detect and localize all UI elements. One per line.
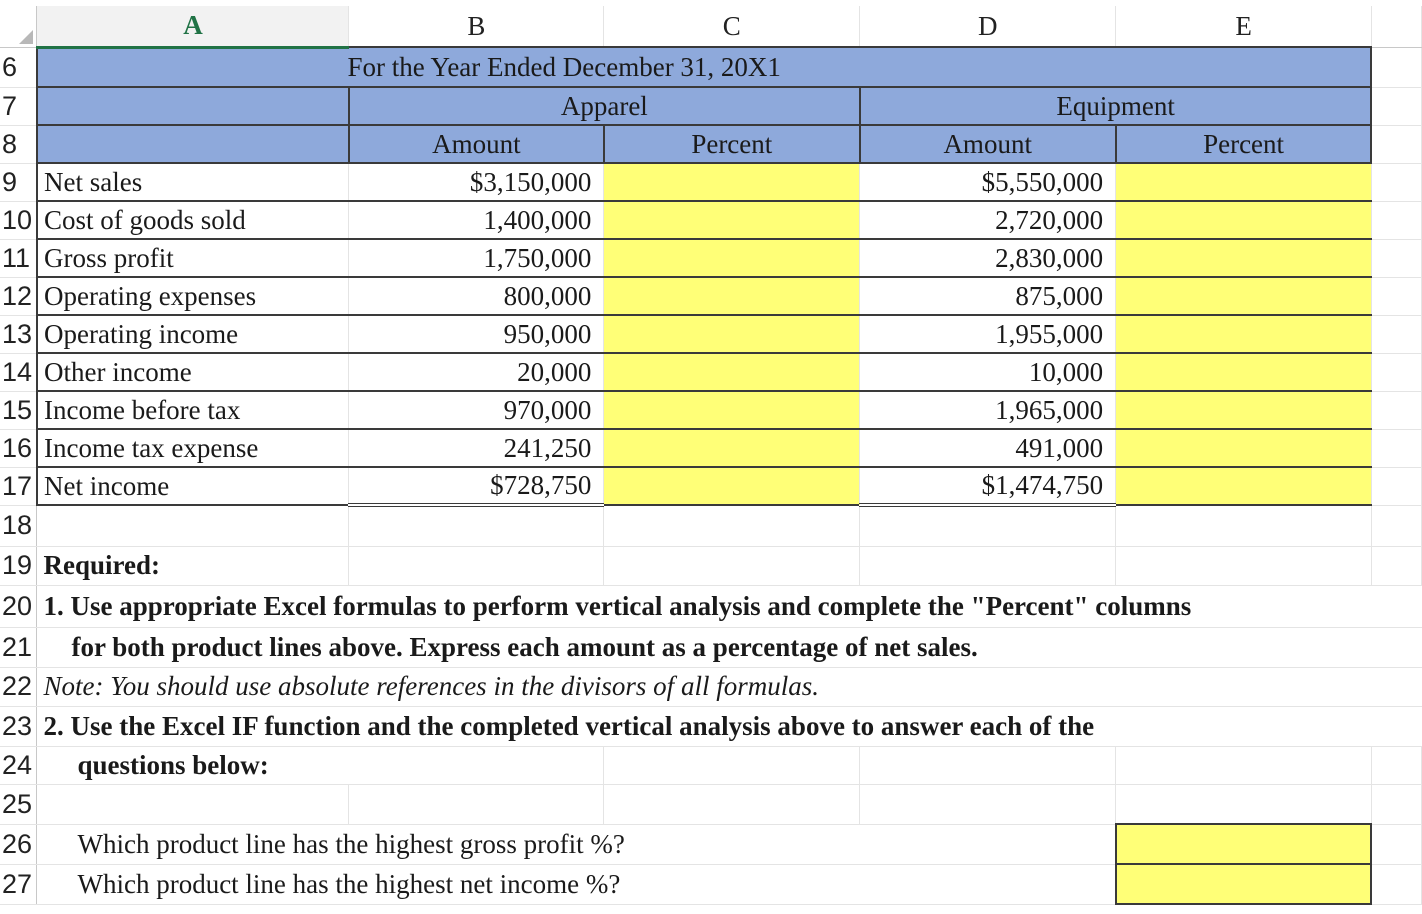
- apparel-amount[interactable]: 950,000: [349, 315, 604, 353]
- equipment-percent-input[interactable]: [1116, 353, 1372, 391]
- question-2[interactable]: Which product line has the highest net income %?: [37, 864, 860, 904]
- row-header-21[interactable]: 21: [0, 627, 37, 667]
- equipment-header[interactable]: Equipment: [860, 87, 1372, 125]
- equipment-amount[interactable]: 491,000: [860, 429, 1116, 467]
- cell[interactable]: [860, 784, 1116, 824]
- line-item-label[interactable]: Income before tax: [37, 391, 349, 429]
- equipment-amount-header[interactable]: Amount: [860, 125, 1116, 163]
- apparel-amount[interactable]: 20,000: [349, 353, 604, 391]
- cell[interactable]: [1371, 546, 1421, 585]
- apparel-percent-input[interactable]: [604, 391, 860, 429]
- cell[interactable]: [1371, 201, 1421, 239]
- row-header-25[interactable]: 25: [0, 784, 37, 824]
- cell[interactable]: [860, 505, 1116, 546]
- apparel-amount[interactable]: $728,750: [349, 467, 604, 505]
- line-item-label[interactable]: Operating expenses: [37, 277, 349, 315]
- cell[interactable]: [349, 505, 604, 546]
- equipment-percent-input[interactable]: [1116, 429, 1372, 467]
- line-item-label[interactable]: Net sales: [37, 163, 349, 201]
- cell[interactable]: [604, 746, 860, 784]
- cell[interactable]: [1371, 824, 1421, 864]
- column-header-d[interactable]: D: [860, 6, 1116, 47]
- cell[interactable]: [1371, 239, 1421, 277]
- instruction-line-3[interactable]: 2. Use the Excel IF function and the completed vertical analysis above to answer each of the: [37, 706, 1422, 746]
- instruction-line-4[interactable]: questions below:: [37, 746, 604, 784]
- row-header-18[interactable]: 18: [0, 505, 37, 546]
- row-header-7[interactable]: 7: [0, 87, 37, 125]
- instruction-note[interactable]: Note: You should use absolute references in the divisors of all formulas.: [37, 667, 1422, 706]
- answer-2-input[interactable]: [1116, 864, 1372, 904]
- line-item-label[interactable]: Other income: [37, 353, 349, 391]
- line-item-label[interactable]: Cost of goods sold: [37, 201, 349, 239]
- apparel-percent-input[interactable]: [604, 315, 860, 353]
- cell[interactable]: [860, 864, 1116, 904]
- equipment-amount[interactable]: 875,000: [860, 277, 1116, 315]
- cell[interactable]: [1371, 505, 1421, 546]
- row-header-24[interactable]: 24: [0, 746, 37, 784]
- row-header-23[interactable]: 23: [0, 706, 37, 746]
- apparel-amount[interactable]: $3,150,000: [349, 163, 604, 201]
- cell[interactable]: [1371, 746, 1421, 784]
- line-item-label[interactable]: Net income: [37, 467, 349, 505]
- cell[interactable]: [1116, 546, 1372, 585]
- cell[interactable]: [860, 746, 1116, 784]
- equipment-percent-input[interactable]: [1116, 277, 1372, 315]
- cell[interactable]: [37, 784, 349, 824]
- equipment-amount[interactable]: 10,000: [860, 353, 1116, 391]
- line-item-label[interactable]: Income tax expense: [37, 429, 349, 467]
- apparel-amount[interactable]: 1,750,000: [349, 239, 604, 277]
- cell-a8[interactable]: [37, 125, 349, 163]
- row-header-12[interactable]: 12: [0, 277, 37, 315]
- row-header-10[interactable]: 10: [0, 201, 37, 239]
- row-header-19[interactable]: 19: [0, 546, 37, 585]
- equipment-percent-header[interactable]: Percent: [1116, 125, 1372, 163]
- line-item-label[interactable]: Gross profit: [37, 239, 349, 277]
- period-title-cell[interactable]: [37, 47, 1372, 87]
- row-header-11[interactable]: 11: [0, 239, 37, 277]
- cell[interactable]: [37, 505, 349, 546]
- row-header-6[interactable]: 6: [0, 47, 37, 87]
- row-header-27[interactable]: 27: [0, 864, 37, 904]
- equipment-amount[interactable]: 1,955,000: [860, 315, 1116, 353]
- cell[interactable]: [1371, 163, 1421, 201]
- cell[interactable]: [1116, 746, 1372, 784]
- cell[interactable]: [1371, 353, 1421, 391]
- column-header-f[interactable]: [1371, 6, 1421, 47]
- equipment-amount[interactable]: 2,830,000: [860, 239, 1116, 277]
- period-title: For the Year Ended December 31, 20X1: [347, 51, 781, 82]
- column-header-e[interactable]: E: [1116, 6, 1372, 47]
- cell[interactable]: [1371, 429, 1421, 467]
- apparel-percent-input[interactable]: [604, 163, 860, 201]
- equipment-percent-input[interactable]: [1116, 467, 1372, 505]
- cell[interactable]: [1371, 784, 1421, 824]
- row-header-26[interactable]: 26: [0, 824, 37, 864]
- column-header-a[interactable]: A: [37, 6, 349, 47]
- apparel-header[interactable]: Apparel: [349, 87, 860, 125]
- required-heading[interactable]: Required:: [37, 546, 349, 585]
- apparel-percent-header[interactable]: Percent: [604, 125, 860, 163]
- instruction-line-2[interactable]: for both product lines above. Express each amount as a percentage of net sales.: [37, 627, 1422, 667]
- cell[interactable]: [604, 784, 860, 824]
- row-header-20[interactable]: 20: [0, 585, 37, 627]
- apparel-percent-input[interactable]: [604, 429, 860, 467]
- row-header-17[interactable]: 17: [0, 467, 37, 505]
- apparel-amount-header[interactable]: Amount: [349, 125, 604, 163]
- cell[interactable]: [1371, 277, 1421, 315]
- cell[interactable]: [1371, 87, 1421, 125]
- apparel-percent-input[interactable]: [604, 201, 860, 239]
- answer-1-input[interactable]: [1116, 824, 1372, 864]
- cell[interactable]: [860, 546, 1116, 585]
- equipment-amount[interactable]: 2,720,000: [860, 201, 1116, 239]
- equipment-amount[interactable]: 1,965,000: [860, 391, 1116, 429]
- equipment-amount[interactable]: $5,550,000: [860, 163, 1116, 201]
- apparel-percent-input[interactable]: [604, 239, 860, 277]
- question-1[interactable]: Which product line has the highest gross profit %?: [37, 824, 860, 864]
- cell[interactable]: [604, 505, 860, 546]
- equipment-percent-input[interactable]: [1116, 163, 1372, 201]
- apparel-amount[interactable]: 241,250: [349, 429, 604, 467]
- cell[interactable]: [1371, 864, 1421, 904]
- equipment-percent-input[interactable]: [1116, 391, 1372, 429]
- select-all-corner[interactable]: [0, 6, 37, 47]
- instruction-line-1[interactable]: 1. Use appropriate Excel formulas to perform vertical analysis and complete the "Percent" columns: [37, 585, 1422, 627]
- cell-a7[interactable]: [37, 87, 349, 125]
- cell[interactable]: [349, 784, 604, 824]
- row-header-13[interactable]: 13: [0, 315, 37, 353]
- cell[interactable]: [860, 824, 1116, 864]
- equipment-percent-input[interactable]: [1116, 239, 1372, 277]
- equipment-percent-input[interactable]: [1116, 315, 1372, 353]
- cell[interactable]: [1116, 505, 1372, 546]
- equipment-amount[interactable]: $1,474,750: [860, 467, 1116, 505]
- cell[interactable]: [604, 546, 860, 585]
- row-header-15[interactable]: 15: [0, 391, 37, 429]
- cell[interactable]: [1371, 315, 1421, 353]
- cell[interactable]: [1116, 784, 1372, 824]
- column-header-b[interactable]: B: [349, 6, 604, 47]
- cell[interactable]: [1371, 125, 1421, 163]
- column-header-c[interactable]: C: [604, 6, 860, 47]
- apparel-percent-input[interactable]: [604, 467, 860, 505]
- equipment-percent-input[interactable]: [1116, 201, 1372, 239]
- cell[interactable]: [1371, 47, 1421, 87]
- row-header-22[interactable]: 22: [0, 667, 37, 706]
- line-item-label[interactable]: Operating income: [37, 315, 349, 353]
- apparel-amount[interactable]: 970,000: [349, 391, 604, 429]
- cell[interactable]: [1371, 467, 1421, 505]
- apparel-percent-input[interactable]: [604, 277, 860, 315]
- apparel-amount[interactable]: 1,400,000: [349, 201, 604, 239]
- cell[interactable]: [349, 546, 604, 585]
- row-header-16[interactable]: 16: [0, 429, 37, 467]
- apparel-percent-input[interactable]: [604, 353, 860, 391]
- cell[interactable]: [1371, 391, 1421, 429]
- row-header-9[interactable]: 9: [0, 163, 37, 201]
- row-header-14[interactable]: 14: [0, 353, 37, 391]
- row-header-8[interactable]: 8: [0, 125, 37, 163]
- worksheet-grid: [0, 6, 1422, 905]
- apparel-amount[interactable]: 800,000: [349, 277, 604, 315]
